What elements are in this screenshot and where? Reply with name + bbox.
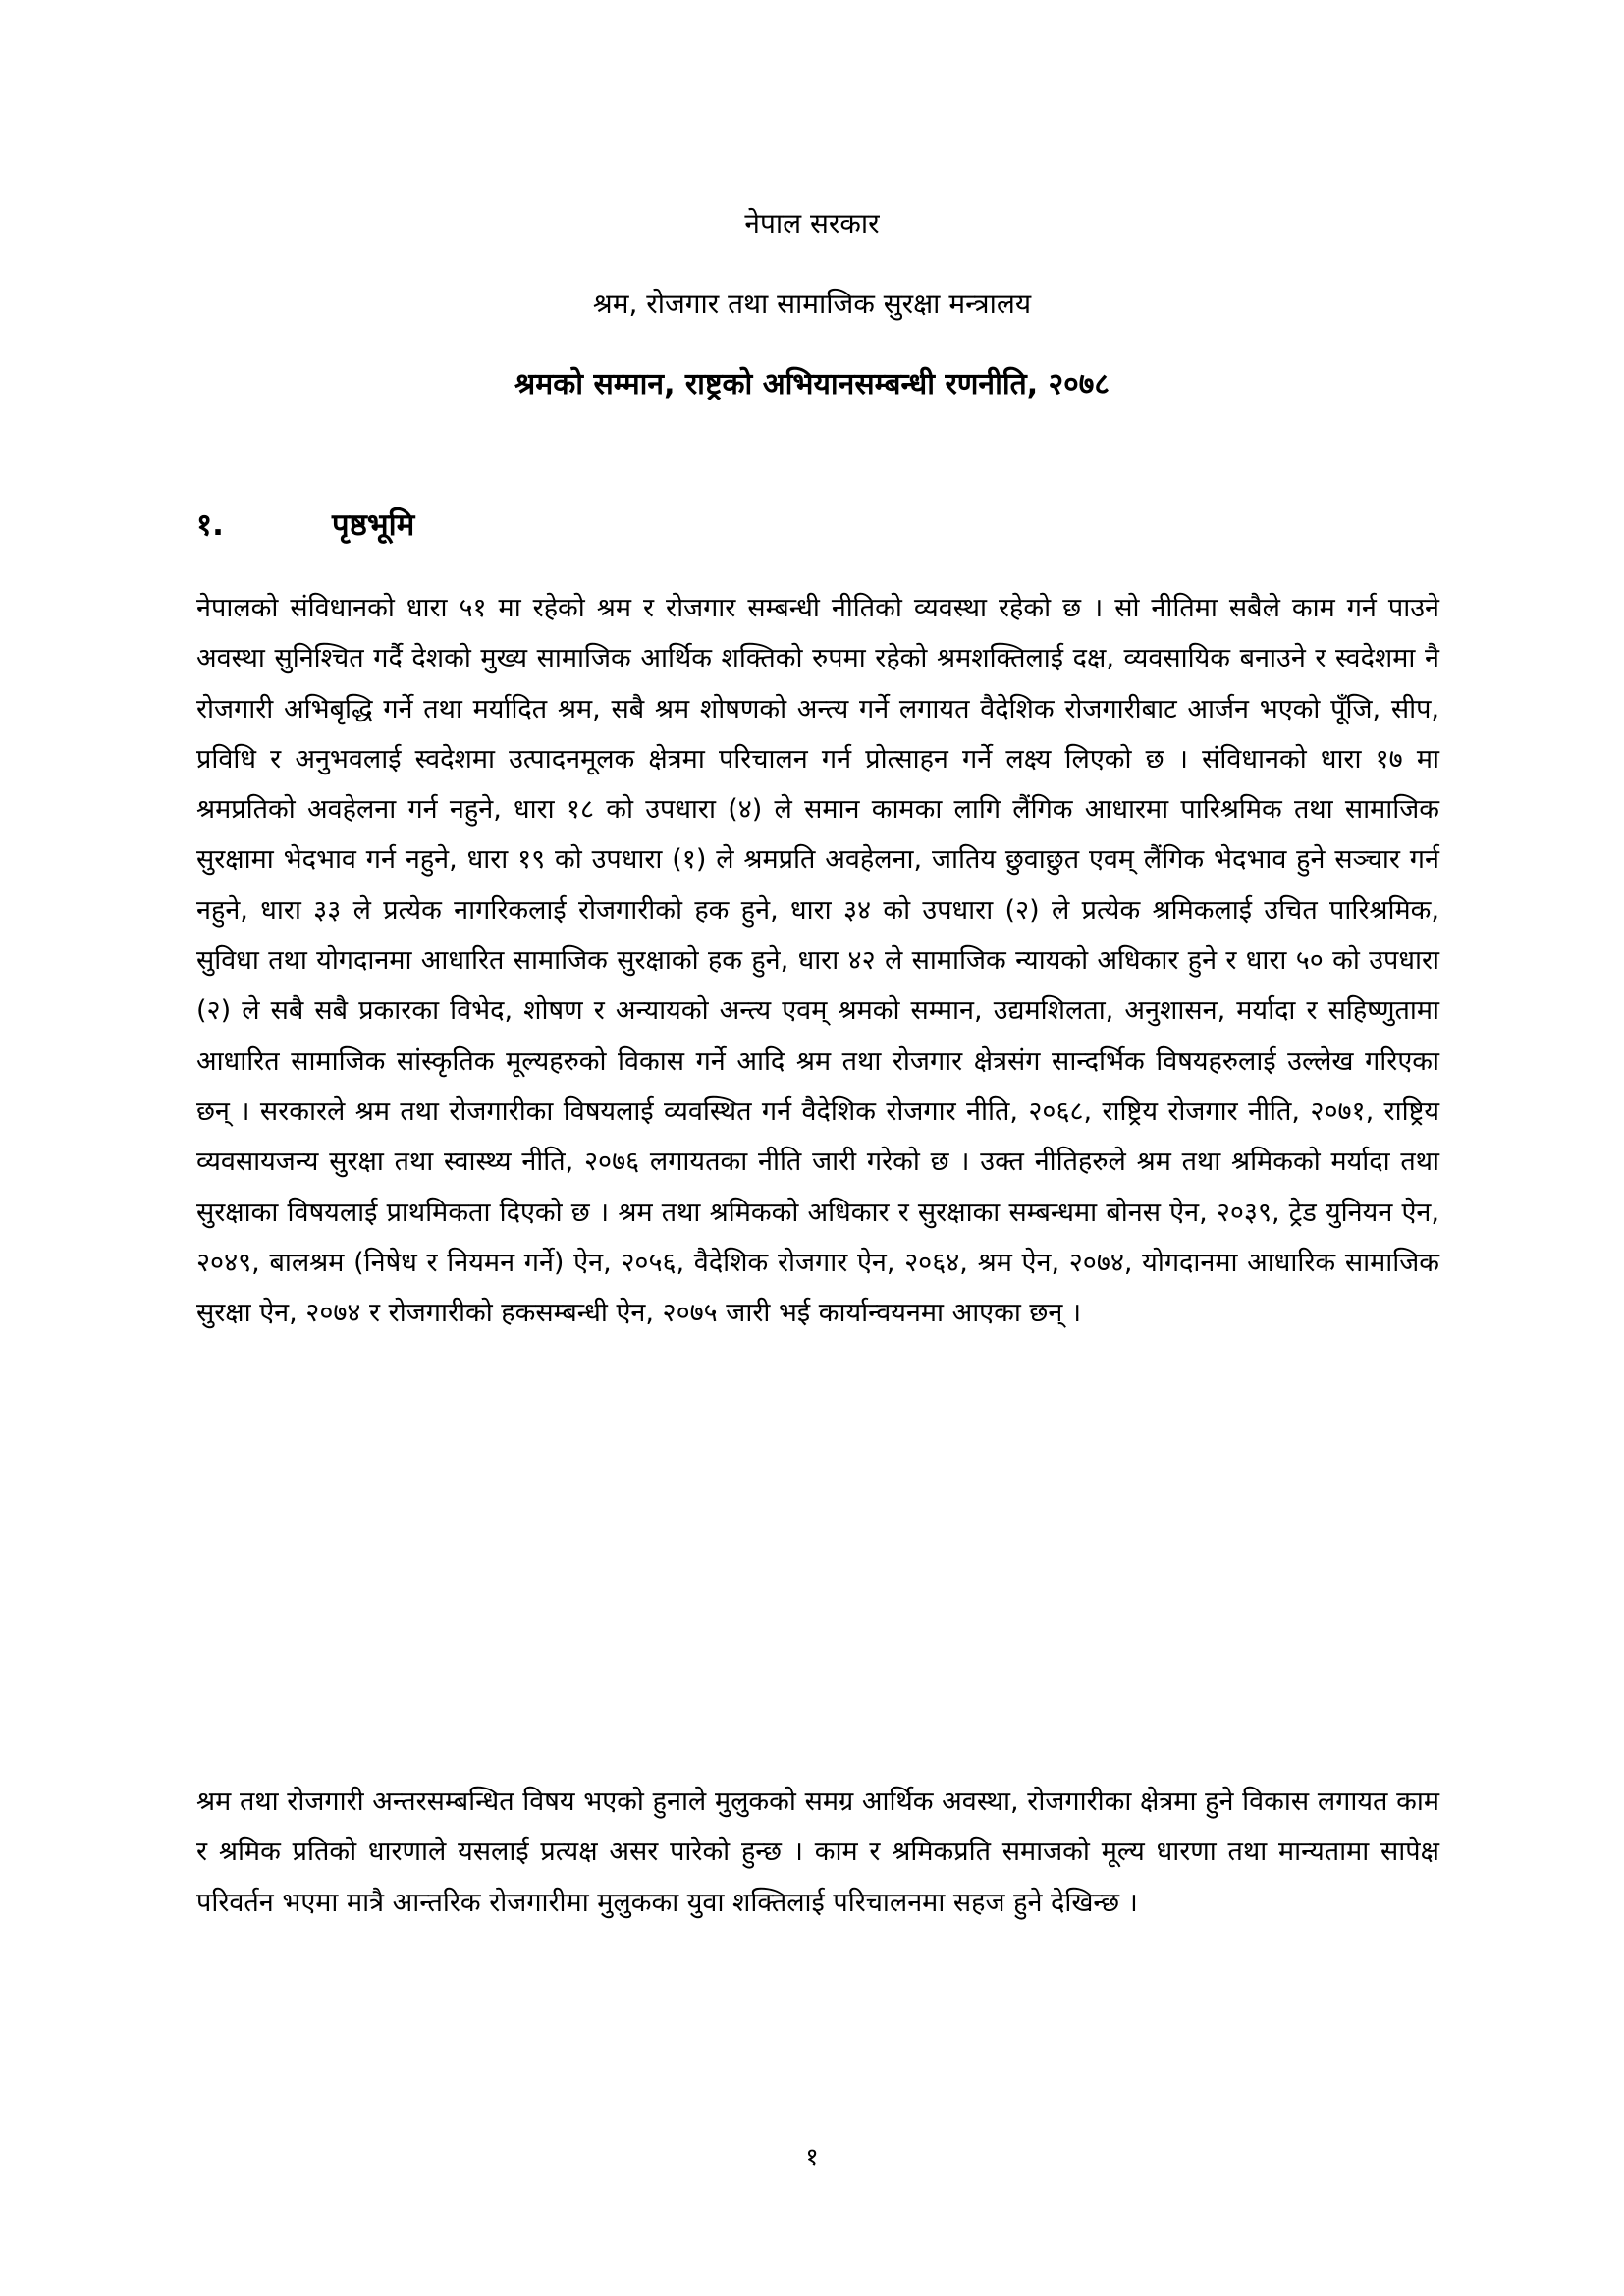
page-number: १ [805,2143,819,2172]
document-title: श्रमको सम्मान, राष्ट्रको अभियानसम्बन्धी रणनीति, २०७८ [514,367,1110,401]
paragraph-employment: श्रम तथा रोजगारी अन्तरसम्बन्धित विषय भएको हुनाले मुलुकको समग्र आर्थिक अवस्था, रोजगारीका क्षेत्रमा हुने विकास लगायत काम र श्रमिक प्रतिको धारणाले यसलाई प्रत्यक्ष असर पारेको हुन्छ । काम र श्रमिकप्रति समाजको मूल्य धारणा तथा मान्यतामा सापेक्ष परिवर्तन भएमा मात्रै आन्तरिक रोजगारीमा मुलुकका युवा शक्तिलाई परिचालनमा सहज हुने देखिन्छ । [196,1787,1439,1918]
paragraph-background: नेपालको संविधानको धारा ५१ मा रहेको श्रम र रोजगार सम्बन्धी नीतिको व्यवस्था रहेको छ । सो नीतिमा सबैले काम गर्न पाउने अवस्था सुनिश्चित गर्दै देशको मुख्य सामाजिक आर्थिक शक्तिको रुपमा रहेको श्रमशक्तिलाई दक्ष, व्यवसायिक बनाउने र स्वदेशमा नै रोजगारी अभिबृद्धि गर्ने तथा मर्यादित श्रम, सबै श्रम शोषणको अन्त्य गर्ने लगायत वैदेशिक रोजगारीबाट आर्जन भएको पूँजि, सीप, प्रविधि र अनुभवलाई स्वदेशमा उत्पादनमूलक क्षेत्रमा परिचालन गर्न प्रोत्साहन गर्ने लक्ष्य लिएको छ । संविधानको धारा १७ मा श्रमप्रतिको अवहेलना गर्न नहुने, धारा १८ को उपधारा (४) ले समान कामका लागि लैंगिक आधारमा पारिश्रमिक तथा सामाजिक सुरक्षामा भेदभाव गर्न नहुने, धारा १९ को उपधारा (१) ले श्रमप्रति अवहेलना, जातिय छुवाछुत एवम् लैंगिक भेदभाव हुने सञ्चार गर्न नहुने, धारा ३३ ले प्रत्येक नागरिकलाई रोजगारीको हक हुने, धारा ३४ को उपधारा (२) ले प्रत्येक श्रमिकलाई उचित पारिश्रमिक, सुविधा तथा योगदानमा आधारित सामाजिक सुरक्षाको हक हुने, धारा ४२ ले सामाजिक न्यायको अधिकार हुने र धारा ५० को उपधारा (२) ले सबै सबै प्रकारका विभेद, शोषण र अन्यायको अन्त्य एवम् श्रमको सम्मान, उद्यमशिलता, अनुशासन, मर्यादा र सहिष्णुतामा आधारित सामाजिक सांस्कृतिक मूल्यहरुको विकास गर्ने आदि श्रम तथा रोजगार क्षेत्रसंग सान्दर्भिक विषयहरुलाई उल्लेख गरिएका छन् । सरकारले श्रम तथा रोजगारीका विषयलाई व्यवस्थित गर्न वैदेशिक रोजगार नीति, २०६८, राष्ट्रिय रोजगार नीति, २०७१, राष्ट्रिय व्यवसायजन्य सुरक्षा तथा स्वास्थ्य नीति, २०७६ लगायतका नीति जारी गरेको छ । उक्त नीतिहरुले श्रम तथा श्रमिकको मर्यादा तथा सुरक्षाका विषयलाई प्राथमिकता दिएको छ । श्रम तथा श्रमिकको अधिकार र सुरक्षाका सम्बन्धमा बोनस ऐन, २०३९, ट्रेड युनियन ऐन, २०४९, बालश्रम (निषेध र नियमन गर्ने) ऐन, २०५६, वैदेशिक रोजगार ऐन, २०६४, श्रम ऐन, २०७४, योगदानमा आधारिक सामाजिक सुरक्षा ऐन, २०७४ र रोजगारीको हकसम्बन्धी ऐन, २०७५ जारी भई कार्यान्वयनमा आएका छन् । [196,593,1439,1329]
ministry-name: श्रम, रोजगार तथा सामाजिक सुरक्षा मन्त्रालय [592,288,1032,320]
section-heading [196,504,414,547]
section-title: पृष्ठभूमि [332,507,415,543]
government-name: नेपाल सरकार [744,207,880,240]
section-number: १. [196,507,224,543]
